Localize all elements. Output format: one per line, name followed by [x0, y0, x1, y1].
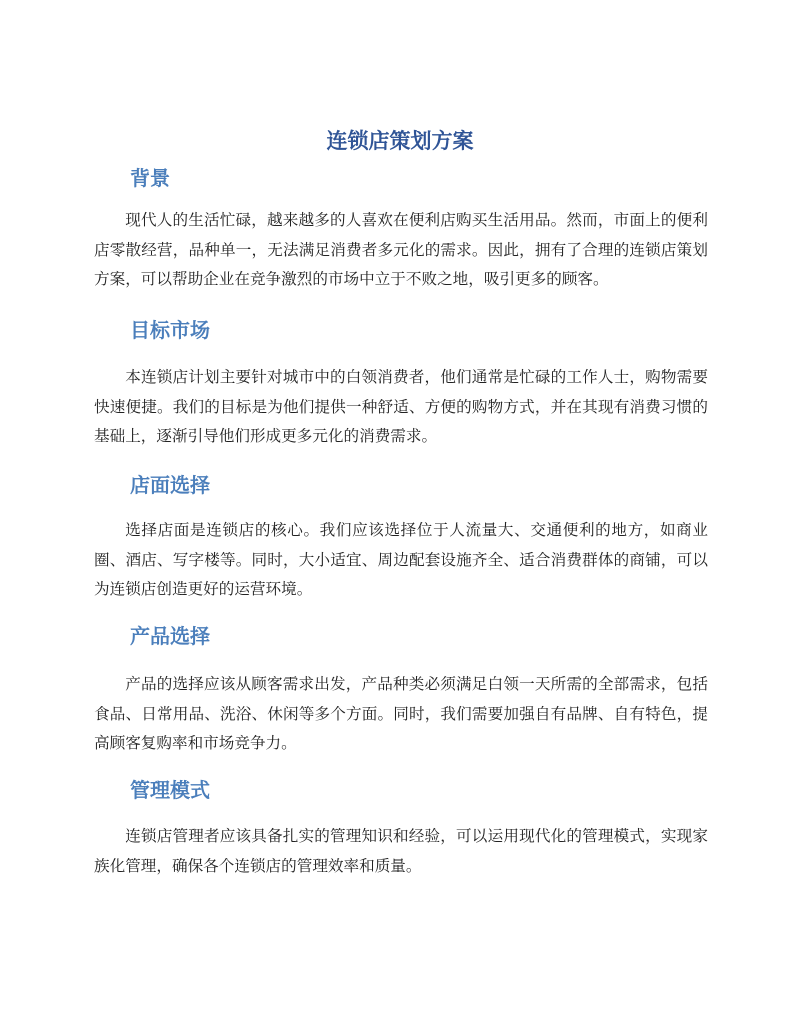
section-heading-product-selection: 产品选择 [130, 624, 210, 648]
section-heading-store-selection: 店面选择 [130, 473, 210, 497]
section-heading-management-mode: 管理模式 [130, 778, 210, 802]
section-body-background: 现代人的生活忙碌，越来越多的人喜欢在便利店购买生活用品。然而，市面上的便利店零散经营，品种单一，无法满足消费者多元化的需求。因此，拥有了合理的连锁店策划方案，可以帮助企业在竞争激烈的市场中立于不败之地，吸引更多的顾客。 [94, 211, 708, 288]
section-heading-background: 背景 [130, 166, 170, 190]
section-body-store-selection: 选择店面是连锁店的核心。我们应该选择位于人流量大、交通便利的地方，如商业圈、酒店、写字楼等。同时，大小适宜、周边配套设施齐全、适合消费群体的商铺，可以为连锁店创造更好的运营环境。 [94, 521, 708, 598]
section-body-product-selection: 产品的选择应该从顾客需求出发，产品种类必须满足白领一天所需的全部需求，包括食品、日常用品、洗浴、休闲等多个方面。同时，我们需要加强自有品牌、自有特色，提高顾客复购率和市场竞争力。 [94, 675, 708, 752]
document-title: 连锁店策划方案 [326, 129, 474, 153]
section-body-management-mode: 连锁店管理者应该具备扎实的管理知识和经验，可以运用现代化的管理模式，实现家族化管理，确保各个连锁店的管理效率和质量。 [94, 827, 708, 875]
section-body-target-market: 本连锁店计划主要针对城市中的白领消费者，他们通常是忙碌的工作人士，购物需要快速便捷。我们的目标是为他们提供一种舒适、方便的购物方式，并在其现有消费习惯的基础上，逐渐引导他们形成更多元化的消费需求。 [94, 368, 708, 445]
section-heading-target-market: 目标市场 [130, 318, 210, 342]
